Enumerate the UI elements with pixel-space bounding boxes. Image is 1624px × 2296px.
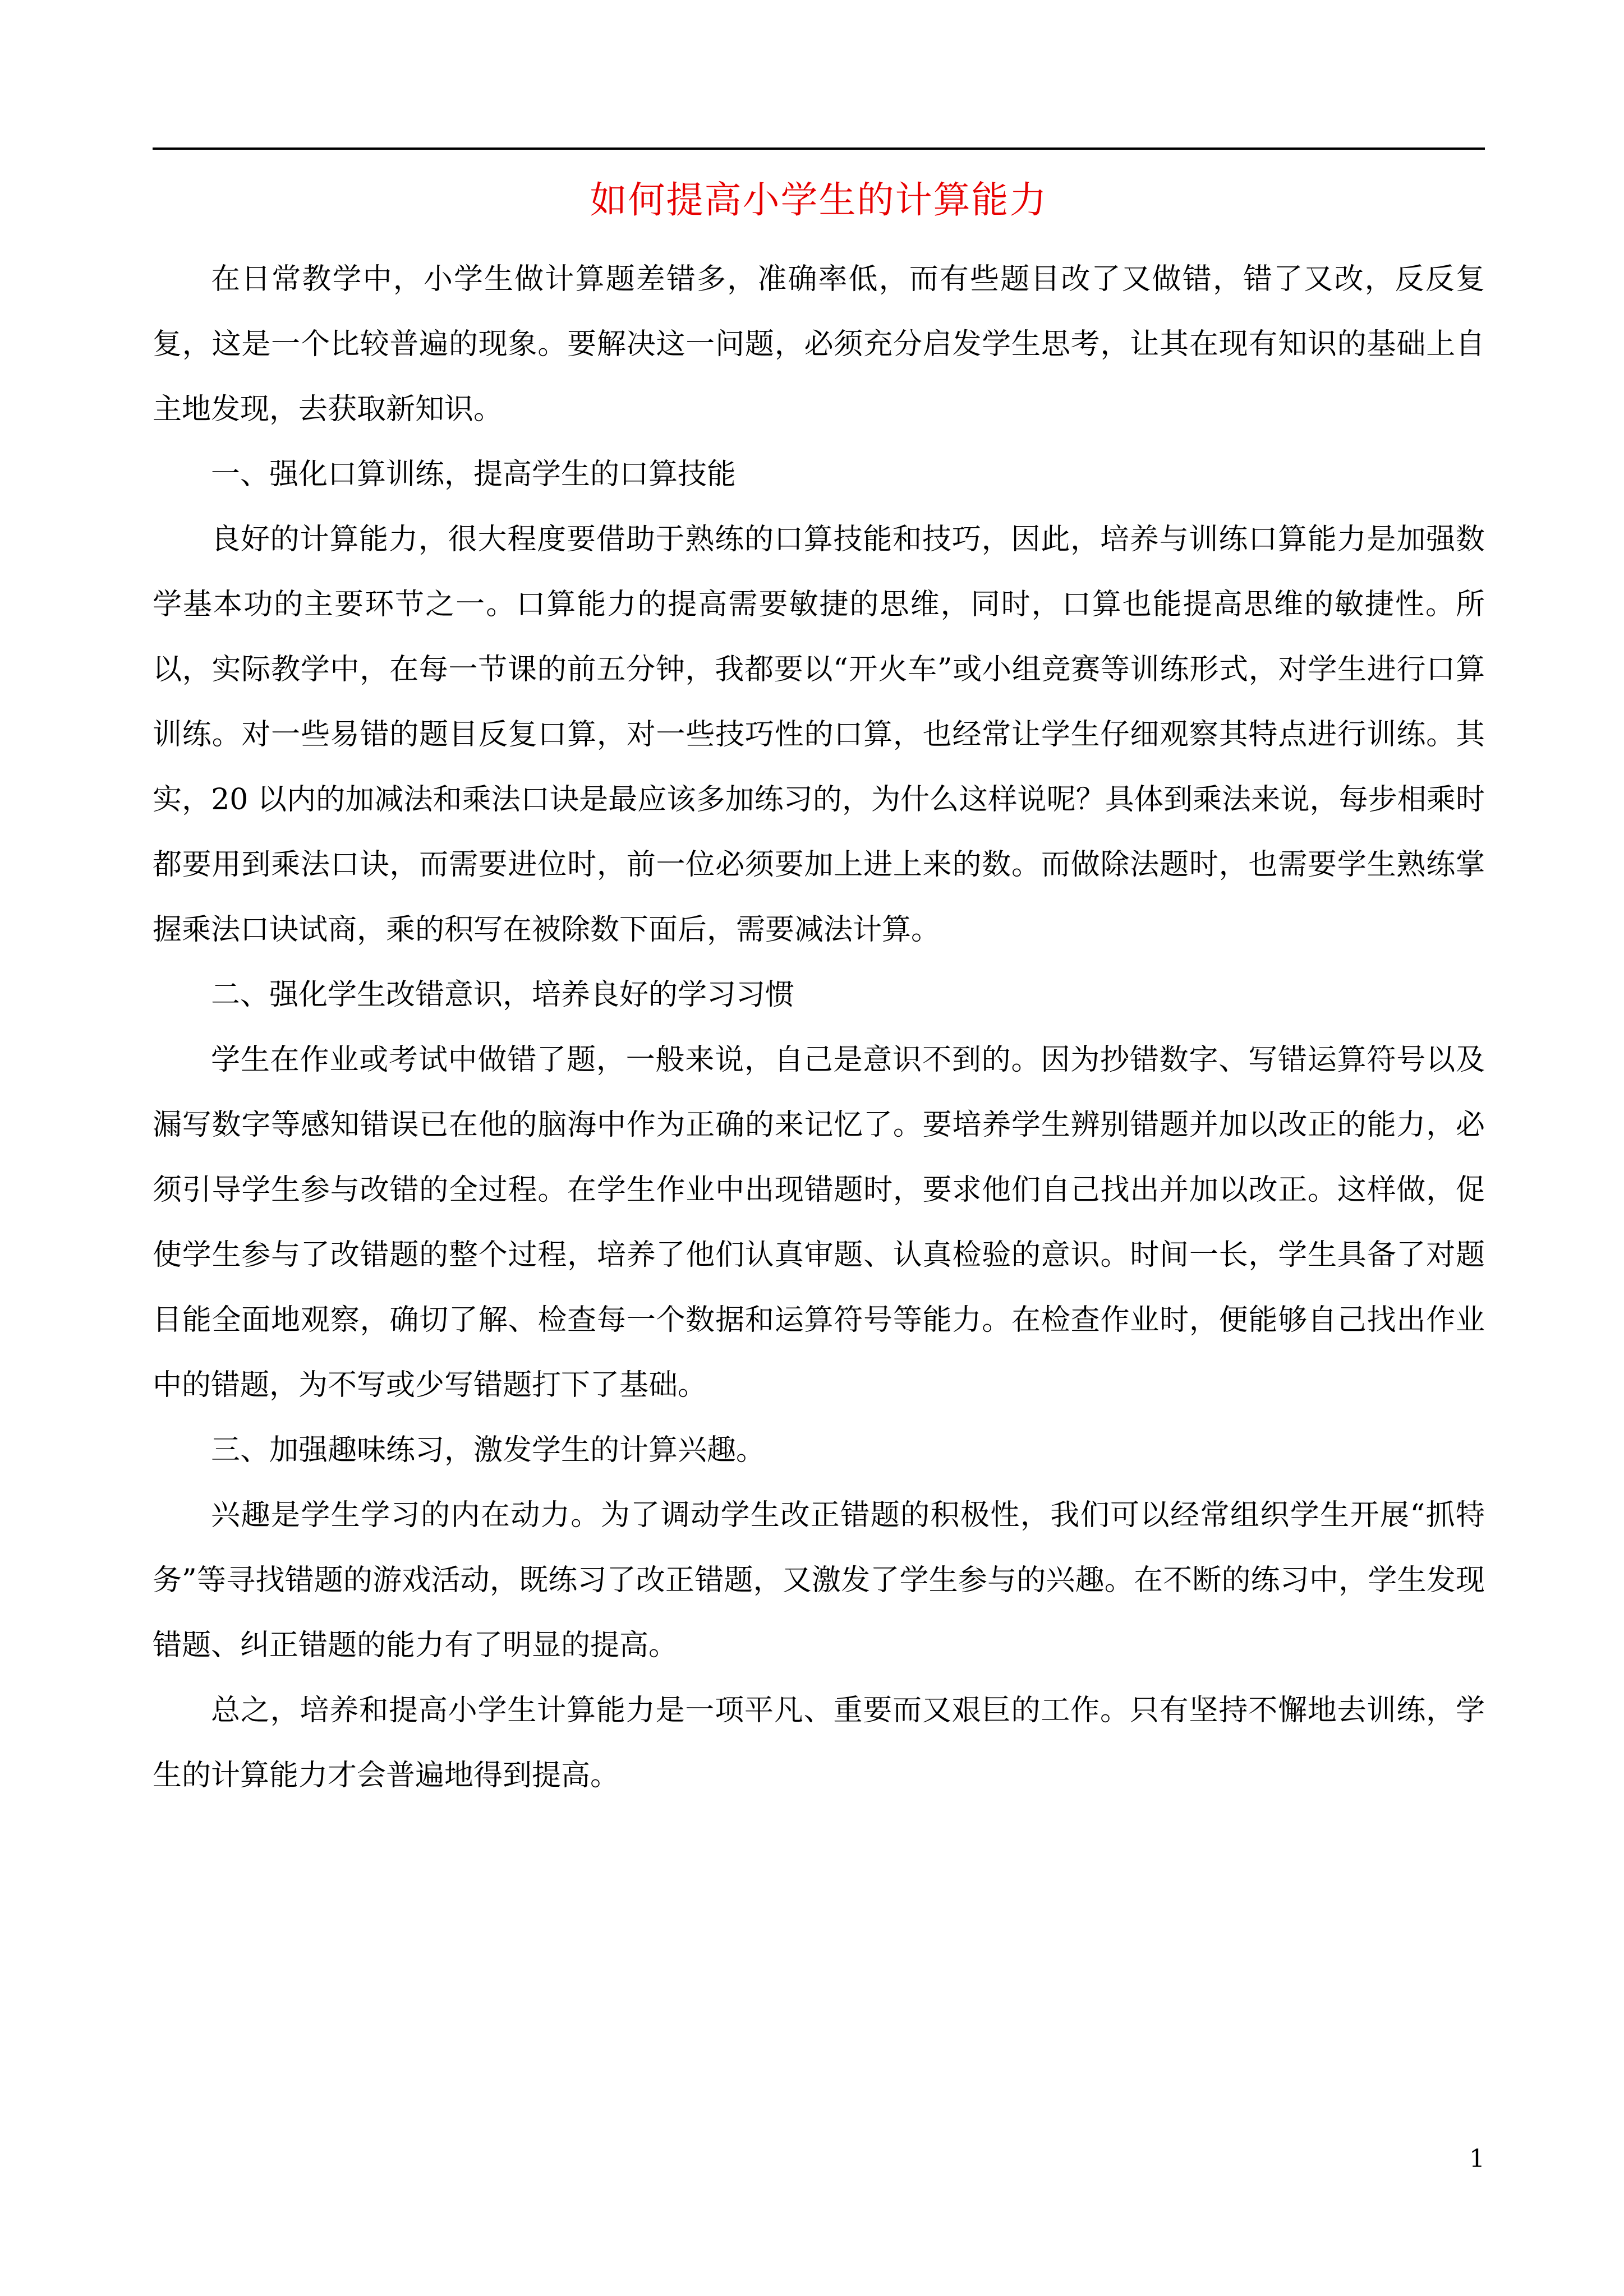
page-number: 1 [1469, 2145, 1485, 2173]
document-body [153, 247, 1485, 1808]
section-heading-1: 一、强化口算训练，提高学生的口算技能 [211, 458, 737, 491]
intro-paragraph: 在日常教学中，小学生做计算题差错多，准确率低，而有些题目改了又做错，错了又改，反反复复，这是一个比较普遍的现象。要解决这一问题，必须充分启发学生思考，让其在现有知识的基础上自主地发现，去获取新知识。 [153, 262, 1485, 426]
header-rule [153, 147, 1485, 150]
body-paragraph: 学生在作业或考试中做错了题，一般来说，自己是意识不到的。因为抄错数字、写错运算符号以及漏写数字等感知错误已在他的脑海中作为正确的来记忆了。要培养学生辨别错题并加以改正的能力，必须引导学生参与改错的全过程。在学生作业中出现错题时，要求他们自己找出并加以改正。这样做，促使学生参与了改错题的整个过程，培养了他们认真审题、认真检验的意识。时间一长，学生具备了对题目能全面地观察，确切了解、检查每一个数据和运算符号等能力。在检查作业时，便能够自己找出作业中的错题，为不写或少写错题打下了基础。 [153, 1043, 1485, 1402]
body-paragraph: 良好的计算能力，很大程度要借助于熟练的口算技能和技巧，因此，培养与训练口算能力是加强数学基本功的主要环节之一。口算能力的提高需要敏捷的思维，同时，口算也能提高思维的敏捷性。所以，实际教学中，在每一节课的前五分钟，我都要以“开火车”或小组竞赛等训练形式，对学生进行口算训练。对一些易错的题目反复口算，对一些技巧性的口算，也经常让学生仔细观察其特点进行训练。其实，20 以内的加减法和乘法口诀是最应该多加练习的，为什么这样说呢？具体到乘法来说，每步相乘时都要用到乘法口诀，而需要进位时，前一位必须要加上进上来的数。而做除法题时，也需要学生熟练掌握乘法口诀试商，乘的积写在被除数下面后，需要减法计算。 [153, 523, 1485, 947]
conclusion-paragraph: 总之，培养和提高小学生计算能力是一项平凡、重要而又艰巨的工作。只有坚持不懈地去训练，学生的计算能力才会普遍地得到提高。 [153, 1694, 1485, 1792]
section-heading-2: 二、强化学生改错意识，培养良好的学习习惯 [211, 978, 795, 1012]
body-paragraph: 兴趣是学生学习的内在动力。为了调动学生改正错题的积极性，我们可以经常组织学生开展“抓特务”等寻找错题的游戏活动，既练习了改正错题，又激发了学生参与的兴趣。在不断的练习中，学生发现错题、纠正错题的能力有了明显的提高。 [153, 1499, 1485, 1662]
section-heading-3: 三、加强趣味练习，激发学生的计算兴趣。 [211, 1433, 766, 1467]
document-title: 如何提高小学生的计算能力 [590, 178, 1048, 222]
